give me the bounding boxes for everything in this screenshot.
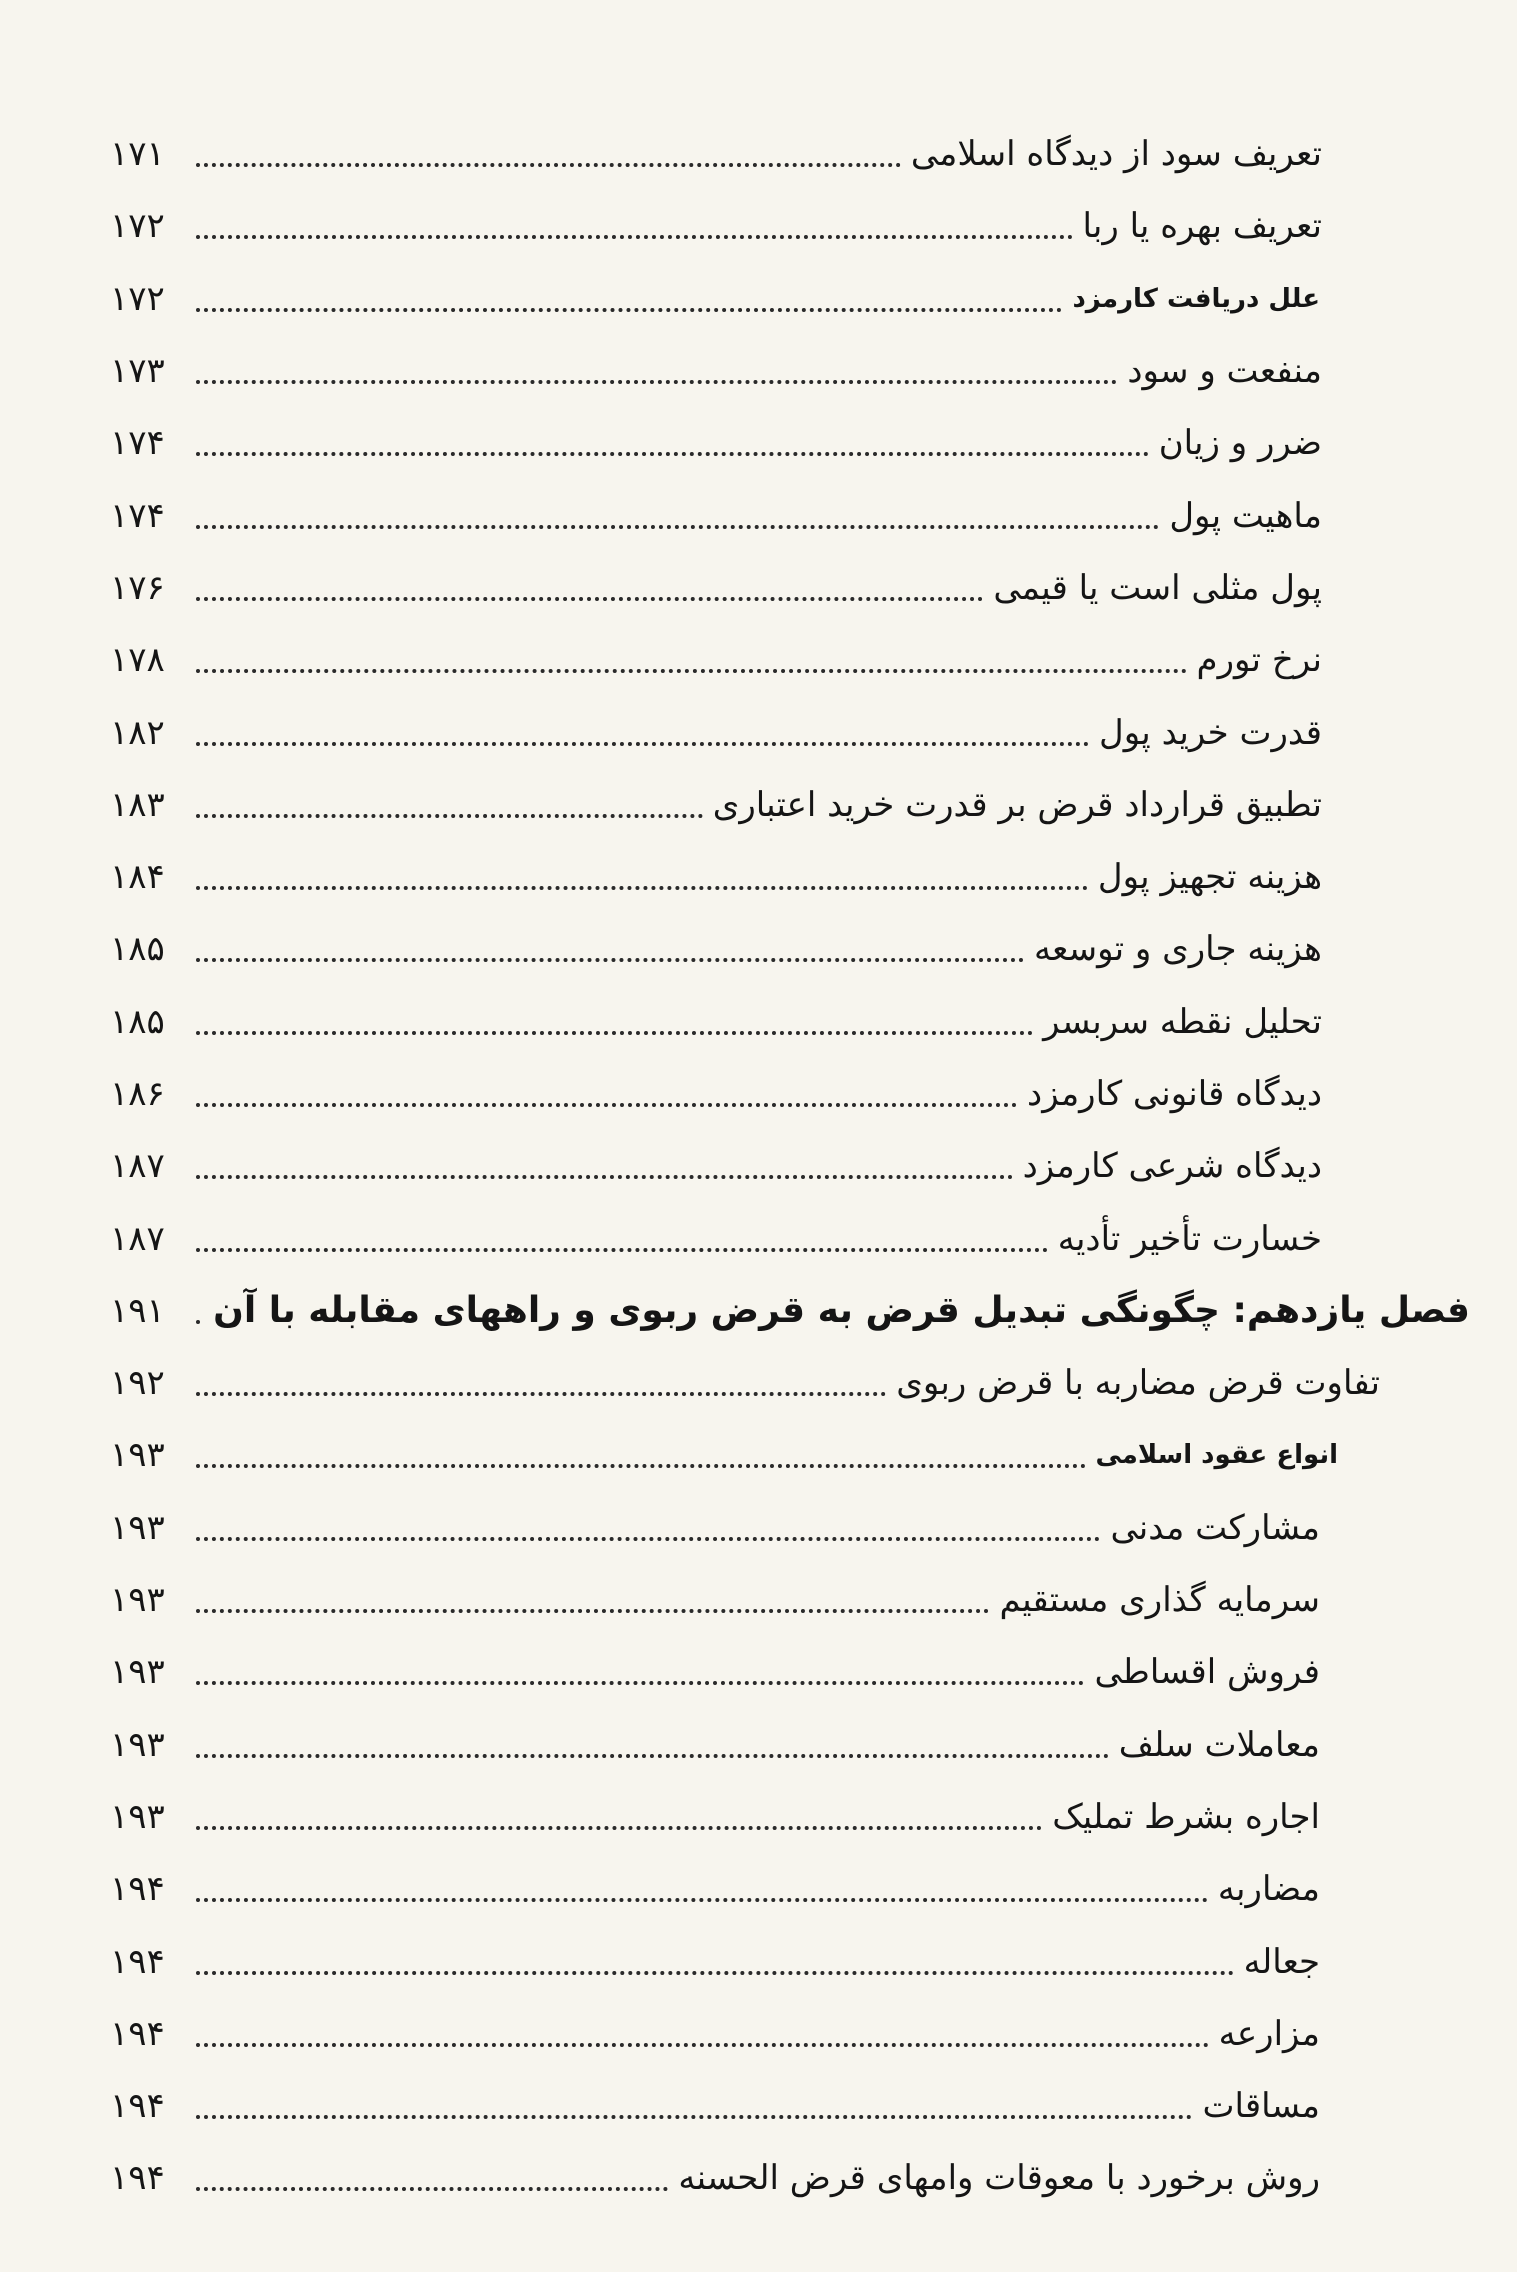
toc-page-number: ۱۹۴: [110, 1869, 165, 1910]
dot-leader: [196, 1390, 886, 1396]
toc-page-number: ۱۸۷: [110, 1146, 165, 1187]
toc-page-number: ۱۹۳: [110, 1724, 165, 1765]
toc-entry: [110, 190, 1470, 262]
toc-page-number: ۱۹۳: [110, 1435, 165, 1476]
dot-leader: [196, 740, 1089, 746]
toc-page-number: ۱۹۲: [110, 1363, 165, 1404]
dot-leader: [196, 306, 1062, 312]
toc-entry-title: قدرت خرید پول: [1099, 712, 1322, 753]
toc-entry: [110, 986, 1470, 1058]
toc-chapter-heading: [110, 1275, 1470, 1347]
dot-leader: [196, 1824, 1042, 1830]
toc-entry-title: تعریف بهره یا ربا: [1082, 206, 1322, 247]
toc-page-number: ۱۷۱: [110, 134, 165, 175]
toc-page-number: ۱۷۸: [110, 640, 165, 681]
toc-page-number: ۱۷۳: [110, 351, 165, 392]
toc-entry: [110, 913, 1470, 985]
toc-entry: [110, 1347, 1470, 1419]
toc-page-number: ۱۷۴: [110, 495, 165, 536]
dot-leader: [196, 161, 901, 167]
dot-leader: [196, 667, 1187, 673]
dot-leader: [196, 2041, 1209, 2047]
toc-entry: [110, 1998, 1470, 2070]
toc-page-number: ۱۷۲: [110, 206, 165, 247]
toc-entry: [110, 1492, 1470, 1564]
toc-entry: [110, 1781, 1470, 1853]
dot-leader: [196, 378, 1117, 384]
toc-entry-title: دیدگاه قانونی کارمزد: [1027, 1074, 1322, 1114]
dot-leader: [196, 1535, 1100, 1541]
toc-page-number: ۱۸۶: [110, 1074, 165, 1114]
toc-entry-title: تحلیل نقطه سربسر: [1043, 1001, 1322, 1042]
dot-leader: [196, 956, 1024, 962]
dot-leader: [196, 233, 1073, 239]
toc-page-number: ۱۸۵: [110, 1001, 165, 1042]
toc-entry-title: ماهیت پول: [1169, 495, 1322, 536]
toc-entry-title: مزارعه: [1218, 2013, 1320, 2054]
toc-page-number: ۱۷۴: [110, 423, 165, 464]
toc-entry: [110, 1058, 1470, 1130]
toc-page-number: ۱۹۳: [110, 1796, 165, 1837]
dot-leader: [196, 884, 1088, 890]
toc-entry: [110, 2142, 1470, 2214]
dot-leader: [196, 1318, 203, 1324]
dot-leader: [196, 1607, 989, 1613]
toc-entry-title: سرمایه گذاری مستقیم: [999, 1580, 1320, 1621]
toc-entry-title: مشارکت مدنی: [1110, 1507, 1320, 1548]
toc-entry-title: منفعت و سود: [1127, 351, 1322, 392]
dot-leader: [196, 1679, 1084, 1685]
toc-entry: [110, 841, 1470, 913]
toc-entry: [110, 118, 1470, 190]
toc-page-number: ۱۹۴: [110, 2086, 165, 2127]
toc-entry: [110, 2070, 1470, 2142]
toc-entry: [110, 624, 1470, 696]
toc-entry: [110, 335, 1470, 407]
toc-entry-title: انواع عقود اسلامی: [1095, 1440, 1338, 1471]
toc-page-number: ۱۸۴: [110, 857, 165, 898]
toc-entry-title: دیدگاه شرعی کارمزد: [1022, 1146, 1322, 1187]
toc-entry: [110, 1564, 1470, 1636]
toc-page-number: ۱۹۳: [110, 1580, 165, 1621]
toc-page-number: ۱۹۳: [110, 1507, 165, 1548]
dot-leader: [196, 1173, 1013, 1179]
toc-page-number: ۱۸۵: [110, 929, 165, 970]
dot-leader: [196, 1896, 1208, 1902]
dot-leader: [196, 2185, 668, 2191]
toc-page-number: ۱۹۴: [110, 2013, 165, 2054]
toc-entry-title: هزینه تجهیز پول: [1097, 857, 1322, 898]
toc-page-number: ۱۷۲: [110, 278, 165, 319]
toc-entry-title: فروش اقساطی: [1094, 1652, 1320, 1693]
toc-entry-title: تطبیق قرارداد قرض بر قدرت خرید اعتباری: [712, 784, 1322, 825]
toc-section-heading: [110, 1419, 1470, 1491]
toc-entry-title: روش برخورد با معوقات وامهای قرض الحسنه: [678, 2158, 1320, 2199]
toc-page-number: ۱۹۴: [110, 1941, 165, 1982]
toc-entry: [110, 479, 1470, 551]
dot-leader: [196, 1101, 1017, 1107]
toc-entry-title: تفاوت قرض مضاربه با قرض ربوی: [896, 1363, 1380, 1404]
toc-entry-title: هزینه جاری و توسعه: [1033, 929, 1322, 970]
toc-page-number: ۱۹۳: [110, 1652, 165, 1693]
toc-entry-title: اجاره بشرط تملیک: [1052, 1796, 1320, 1837]
toc-entry-title: علل دریافت کارمزد: [1072, 283, 1320, 314]
dot-leader: [196, 595, 983, 601]
dot-leader: [196, 1462, 1086, 1468]
toc-entry: [110, 1130, 1470, 1202]
toc-entry: [110, 769, 1470, 841]
dot-leader: [196, 1969, 1234, 1975]
dot-leader: [196, 1246, 1048, 1252]
dot-leader: [196, 1029, 1033, 1035]
toc-page-number: ۱۷۶: [110, 567, 165, 608]
toc-entry: [110, 1925, 1470, 1997]
toc-entry-title: نرخ تورم: [1196, 640, 1322, 681]
toc-entry-title: مساقات: [1202, 2086, 1320, 2127]
dot-leader: [196, 450, 1149, 456]
toc-entry: [110, 1709, 1470, 1781]
toc-entry: [110, 1202, 1470, 1274]
toc-page-number: ۱۹۱: [110, 1290, 165, 1331]
table-of-contents: [110, 118, 1470, 2215]
dot-leader: [196, 523, 1159, 529]
toc-page-number: ۱۹۴: [110, 2158, 165, 2199]
dot-leader: [196, 1752, 1109, 1758]
toc-entry-title: خسارت تأخیر تأدیه: [1057, 1218, 1322, 1259]
toc-entry-title: ضرر و زیان: [1158, 423, 1322, 464]
toc-section-heading: [110, 263, 1470, 335]
toc-entry-title: تعریف سود از دیدگاه اسلامی: [910, 134, 1322, 175]
toc-page-number: ۱۸۳: [110, 784, 165, 825]
toc-entry: [110, 1636, 1470, 1708]
dot-leader: [196, 2113, 1192, 2119]
toc-entry: [110, 696, 1470, 768]
toc-entry: [110, 552, 1470, 624]
toc-entry: [110, 1853, 1470, 1925]
toc-entry-title: مضاربه: [1217, 1869, 1320, 1910]
toc-page-number: ۱۸۷: [110, 1218, 165, 1259]
toc-entry-title: جعاله: [1243, 1941, 1320, 1982]
toc-entry-title: معاملات سلف: [1118, 1724, 1320, 1765]
dot-leader: [196, 812, 703, 818]
toc-page-number: ۱۸۲: [110, 712, 165, 753]
toc-entry-title: پول مثلی است یا قیمی: [993, 567, 1322, 608]
toc-chapter-title: فصل یازدهم: چگونگی تبدیل قرض به قرض ربوی و راههای مقابله با آن: [213, 1290, 1470, 1332]
toc-entry: [110, 407, 1470, 479]
